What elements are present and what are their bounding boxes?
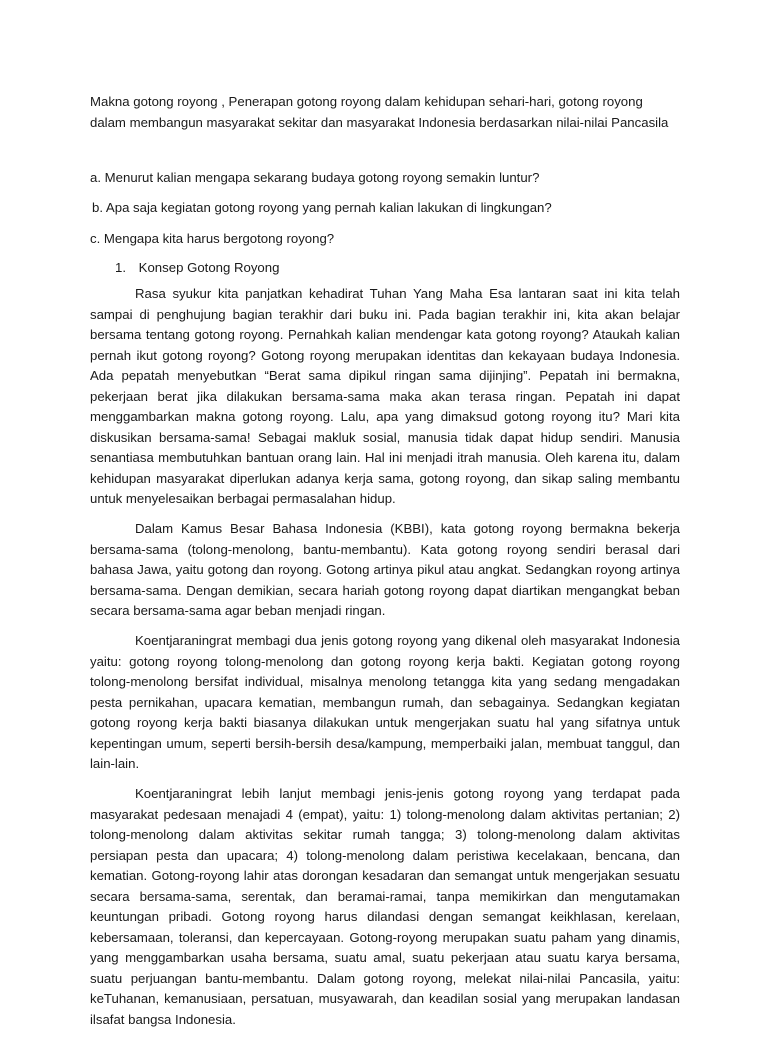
- section-title: Konsep Gotong Royong: [138, 260, 280, 275]
- paragraph-3: Koentjaraningrat membagi dua jenis gotong royong yang dikenal oleh masyarakat Indonesia yaitu: gotong royong tolong-menolong dan gotong royong kerja bakti. Kegiatan gotong royong tolong-menolong bersifat individual, misalnya menolong tetangga kita yang sedang mengadakan pesta pernikahan, upacara kematian, membangun rumah, dan sebagainya. Sedangkan kegiatan gotong royong kerja bakti biasanya dilakukan untuk mengerjakan suatu hal yang sifatnya untuk kepentingan umum, seperti bersih-bersih desa/kampung, memperbaiki jalan, membuat tanggul, dan lain-lain.: [90, 633, 680, 771]
- section-number: 1.: [115, 260, 126, 275]
- section-heading: [115, 258, 279, 279]
- document-title: Makna gotong royong , Penerapan gotong royong dalam kehidupan sehari-hari, gotong royong dalam membangun masyarakat sekitar dan masyarakat Indonesia berdasarkan nilai-nilai Pancasila: [90, 94, 669, 130]
- question-a: a. Menurut kalian mengapa sekarang budaya gotong royong semakin luntur?: [90, 170, 540, 185]
- paragraph-1: Rasa syukur kita panjatkan kehadirat Tuhan Yang Maha Esa lantaran saat ini kita telah sampai di penghujung bagian terakhir dari buku ini. Pada bagian terakhir ini, kita akan belajar bersama tentang gotong royong. Pernahkah kalian mendengar kata gotong royong? Ataukah kalian pernah ikut gotong royong? Gotong royong merupakan identitas dan kekayaan budaya Indonesia. Ada pepatah menyebutkan “Berat sama dipikul ringan sama dijinjing”. Pepatah ini bermakna, pekerjaan berat jika dilakukan bersama-sama maka akan terasa ringan. Pepatah ini dapat menggambarkan makna gotong royong. Lalu, apa yang dimaksud gotong royong itu? Mari kita diskusikan bersama-sama! Sebagai makluk sosial, manusia tidak dapat hidup sendiri. Manusia senantiasa membutuhkan bantuan orang lain. Hal ini menjadi itrah manusia. Oleh karena itu, dalam kehidupan masyarakat diperlukan adanya kerja sama, gotong royong, dan sikap saling membantu untuk menyelesaikan berbagai permasalahan hidup.: [90, 286, 680, 506]
- question-c: c. Mengapa kita harus bergotong royong?: [90, 231, 335, 246]
- paragraph-2: Dalam Kamus Besar Bahasa Indonesia (KBBI), kata gotong royong bermakna bekerja bersama-sama (tolong-menolong, bantu-membantu). Kata gotong royong sendiri berasal dari bahasa Jawa, yaitu gotong dan royong. Gotong artinya pikul atau angkat. Sedangkan royong artinya bersama-sama. Dengan demikian, secara hariah gotong royong dapat diartikan mengangkat beban secara bersama-sama agar beban menjadi ringan.: [90, 521, 680, 618]
- question-b: b. Apa saja kegiatan gotong royong yang pernah kalian lakukan di lingkungan?: [92, 200, 552, 215]
- section-body: [90, 284, 680, 1040]
- paragraph-4: Koentjaraningrat lebih lanjut membagi jenis-jenis gotong royong yang terdapat pada masyarakat pedesaan menajadi 4 (empat), yaitu: 1) tolong-menolong dalam aktivitas pertanian; 2) tolong-menolong dalam aktivitas sekitar rumah tangga; 3) tolong-menolong dalam aktivitas persiapan pesta dan upacara; 4) tolong-menolong dalam peristiwa kecelakaan, bencana, dan kematian. Gotong-royong lahir atas dorongan kesadaran dan semangat untuk mengerjakan sesuatu secara bersama-sama, serentak, dan beramai-ramai, tanpa memikirkan dan mengutamakan keuntungan pribadi. Gotong royong harus dilandasi dengan semangat keikhlasan, kerelaan, kebersamaan, toleransi, dan kepercayaan. Gotong-royong merupakan suatu paham yang dinamis, yang menggambarkan usaha bersama, suatu amal, suatu pekerjaan atau suatu karya bersama, suatu perjuangan bantu-membantu. Dalam gotong royong, melekat nilai-nilai Pancasila, yaitu: keTuhanan, kemanusiaan, persatuan, musyawarah, dan keadilan sosial yang merupakan landasan ilsafat bangsa Indonesia.: [90, 786, 680, 1027]
